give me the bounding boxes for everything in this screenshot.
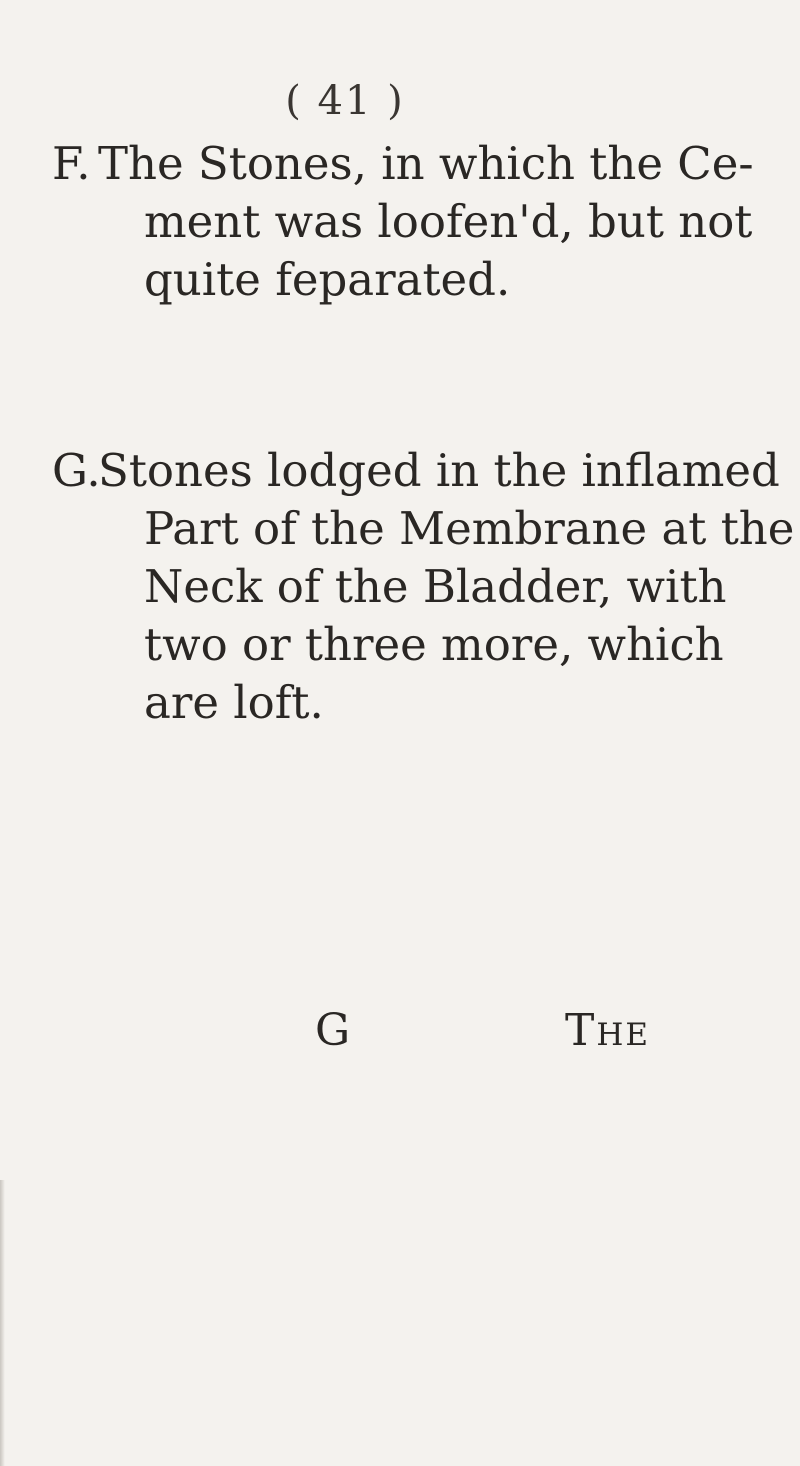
entry-line: ment was loofen'd, but not xyxy=(144,195,753,248)
entry-line: Neck of the Bladder, with xyxy=(144,560,727,613)
entry-line: are loft. xyxy=(144,676,324,729)
entry-line: Stones lodged in the inflamed xyxy=(98,444,780,497)
page-number: ( 41 ) xyxy=(285,78,405,124)
entry-line: quite feparated. xyxy=(144,253,511,306)
signature-mark: G xyxy=(315,1005,351,1056)
entry-line: Part of the Membrane at the xyxy=(144,502,795,555)
page-edge-shadow xyxy=(0,1180,5,1466)
entry-line: two or three more, which xyxy=(144,618,724,671)
entry-f xyxy=(52,135,772,309)
entry-letter: F. xyxy=(52,137,91,190)
entry-g xyxy=(52,442,795,732)
catchword: The xyxy=(565,1005,651,1056)
entry-letter: G. xyxy=(52,444,101,497)
entry-line: The Stones, in which the Ce- xyxy=(98,137,754,190)
